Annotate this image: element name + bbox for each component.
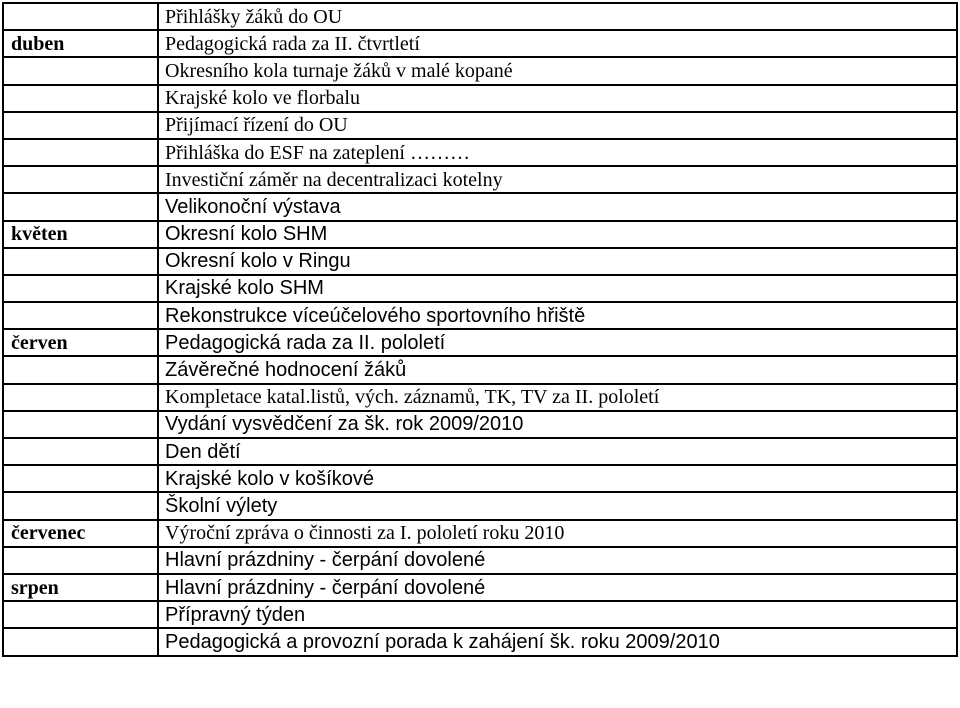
event-cell bbox=[158, 520, 957, 547]
month-cell bbox=[3, 384, 158, 411]
event-text: Hlavní prázdniny - čerpání dovolené bbox=[165, 576, 486, 599]
table-row bbox=[3, 302, 957, 329]
event-cell bbox=[158, 384, 957, 411]
event-cell bbox=[158, 329, 957, 356]
event-cell bbox=[158, 57, 957, 84]
event-cell bbox=[158, 628, 957, 655]
month-cell-cerven: červen bbox=[3, 329, 158, 356]
event-cell bbox=[158, 3, 957, 30]
event-text: Krajské kolo ve florbalu bbox=[165, 87, 360, 110]
month-cell-cervenec: červenec bbox=[3, 520, 158, 547]
month-cell bbox=[3, 465, 158, 492]
event-cell bbox=[158, 492, 957, 519]
table-row bbox=[3, 356, 957, 383]
event-text: Pedagogická a provozní porada k zahájení šk. roku 2009/2010 bbox=[165, 630, 720, 653]
event-cell bbox=[158, 221, 957, 248]
month-cell bbox=[3, 438, 158, 465]
event-text: Přípravný týden bbox=[165, 603, 306, 626]
month-cell bbox=[3, 193, 158, 220]
event-text: Školní výlety bbox=[165, 494, 278, 517]
month-cell bbox=[3, 57, 158, 84]
event-cell bbox=[158, 601, 957, 628]
event-cell bbox=[158, 30, 957, 57]
table-row bbox=[3, 221, 957, 248]
month-cell-kveten: květen bbox=[3, 221, 158, 248]
month-cell-duben: duben bbox=[3, 30, 158, 57]
event-text: Velikonoční výstava bbox=[165, 195, 341, 218]
event-text: Závěrečné hodnocení žáků bbox=[165, 359, 407, 382]
table-row bbox=[3, 465, 957, 492]
table-row bbox=[3, 547, 957, 574]
table-row bbox=[3, 628, 957, 655]
table-row bbox=[3, 193, 957, 220]
event-text: Investiční záměr na decentralizaci kotelny bbox=[165, 168, 503, 191]
month-cell bbox=[3, 547, 158, 574]
event-cell bbox=[158, 139, 957, 166]
month-cell bbox=[3, 302, 158, 329]
table-row bbox=[3, 411, 957, 438]
event-cell bbox=[158, 438, 957, 465]
event-cell bbox=[158, 356, 957, 383]
event-text: Hlavní prázdniny - čerpání dovolené bbox=[165, 549, 486, 572]
month-cell bbox=[3, 139, 158, 166]
month-cell bbox=[3, 3, 158, 30]
event-cell bbox=[158, 248, 957, 275]
event-text: Pedagogická rada za II. pololetí bbox=[165, 331, 446, 354]
table-row bbox=[3, 248, 957, 275]
event-cell bbox=[158, 302, 957, 329]
event-text: Krajské kolo SHM bbox=[165, 277, 324, 300]
table-row bbox=[3, 601, 957, 628]
month-cell bbox=[3, 166, 158, 193]
month-cell bbox=[3, 601, 158, 628]
table-row bbox=[3, 139, 957, 166]
month-cell bbox=[3, 85, 158, 112]
table-row bbox=[3, 166, 957, 193]
event-text: Okresní kolo v Ringu bbox=[165, 250, 351, 273]
schedule-table bbox=[2, 2, 958, 657]
event-text: Okresní kolo SHM bbox=[165, 223, 328, 246]
event-text: Okresního kola turnaje žáků v malé kopané bbox=[165, 59, 513, 82]
event-text: Rekonstrukce víceúčelového sportovního hřiště bbox=[165, 304, 586, 327]
table-row bbox=[3, 85, 957, 112]
event-cell bbox=[158, 112, 957, 139]
month-cell bbox=[3, 492, 158, 519]
event-cell bbox=[158, 465, 957, 492]
table-row bbox=[3, 275, 957, 302]
event-cell bbox=[158, 85, 957, 112]
month-cell bbox=[3, 356, 158, 383]
month-cell bbox=[3, 248, 158, 275]
table-row bbox=[3, 30, 957, 57]
event-cell bbox=[158, 193, 957, 220]
table-row bbox=[3, 520, 957, 547]
event-cell bbox=[158, 166, 957, 193]
event-text: Přihlášky žáků do OU bbox=[165, 5, 343, 28]
table-row bbox=[3, 574, 957, 601]
table-row bbox=[3, 112, 957, 139]
month-cell bbox=[3, 628, 158, 655]
month-cell-srpen: srpen bbox=[3, 574, 158, 601]
table-row bbox=[3, 329, 957, 356]
event-cell bbox=[158, 275, 957, 302]
event-cell bbox=[158, 411, 957, 438]
event-text: Přihláška do ESF na zateplení ……… bbox=[165, 141, 470, 164]
table-row bbox=[3, 438, 957, 465]
table-row bbox=[3, 57, 957, 84]
event-text: Krajské kolo v košíkové bbox=[165, 467, 374, 490]
event-text: Den dětí bbox=[165, 440, 241, 463]
table-row bbox=[3, 3, 957, 30]
event-cell bbox=[158, 547, 957, 574]
event-text: Přijímací řízení do OU bbox=[165, 114, 348, 137]
month-cell bbox=[3, 275, 158, 302]
event-cell bbox=[158, 574, 957, 601]
table-row bbox=[3, 384, 957, 411]
event-text: Vydání vysvědčení za šk. rok 2009/2010 bbox=[165, 413, 524, 436]
event-text: Kompletace katal.listů, vých. záznamů, TK, TV za II. pololetí bbox=[165, 386, 660, 409]
month-cell bbox=[3, 411, 158, 438]
event-text: Pedagogická rada za II. čtvrtletí bbox=[165, 32, 420, 55]
event-text: Výroční zpráva o činnosti za I. pololetí roku 2010 bbox=[165, 522, 565, 545]
table-row bbox=[3, 492, 957, 519]
month-cell bbox=[3, 112, 158, 139]
